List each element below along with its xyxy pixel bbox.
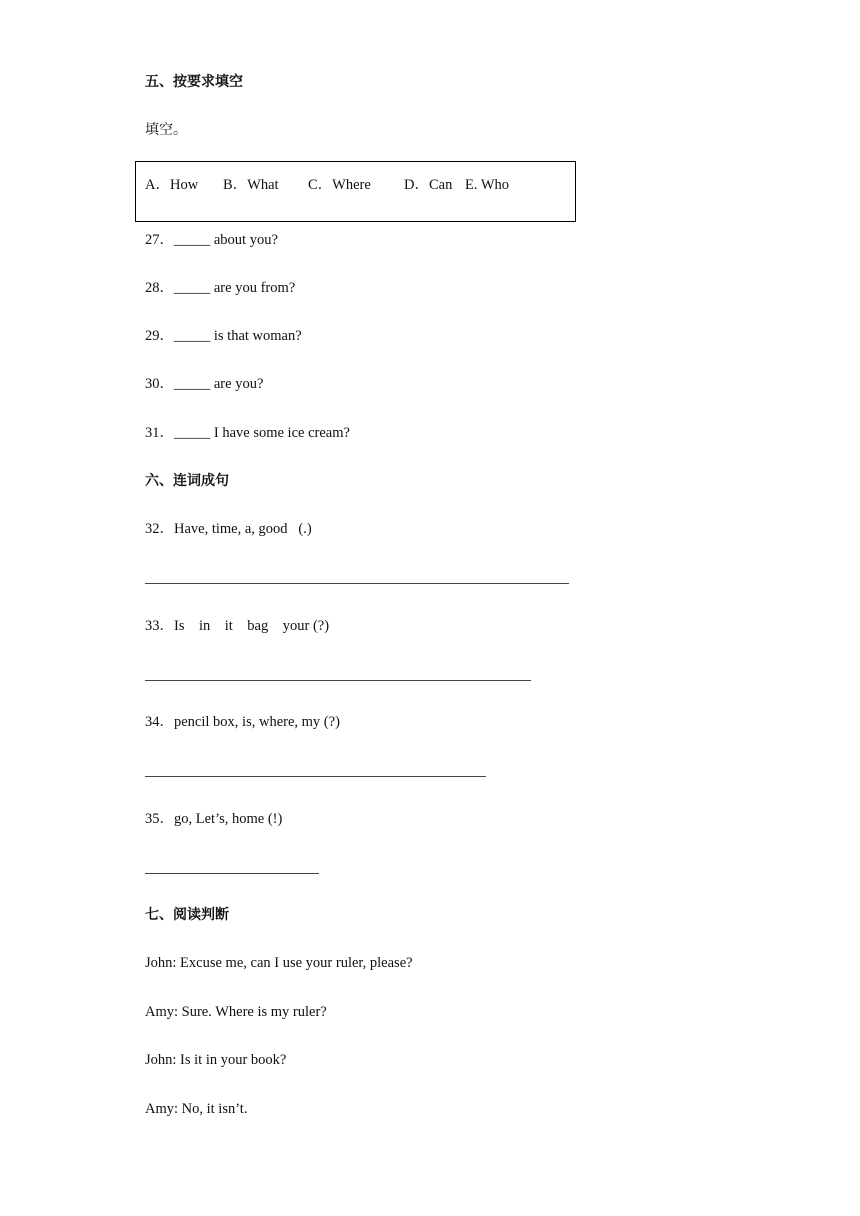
section-7-heading: 七、阅读判断 — [145, 907, 229, 923]
dialogue-line: John: Excuse me, can I use your ruler, please? — [145, 955, 413, 971]
option-d: D．Can — [404, 177, 453, 193]
question-27: 27．_____ about you? — [145, 232, 278, 248]
question-32: 32．Have, time, a, good (.) — [145, 521, 312, 537]
dialogue-line: Amy: No, it isn’t. — [145, 1101, 248, 1117]
question-35: 35．go, Let’s, home (!) — [145, 811, 283, 827]
section-5-heading: 五、按要求填空 — [145, 74, 243, 90]
option-e: E. Who — [465, 177, 510, 193]
option-a: A．How — [145, 177, 199, 193]
answer-line-33[interactable] — [145, 680, 531, 681]
question-31: 31．_____ I have some ice cream? — [145, 425, 350, 441]
answer-line-35[interactable] — [145, 873, 319, 874]
question-33: 33．Is in it bag your (?) — [145, 618, 330, 634]
dialogue-line: John: Is it in your book? — [145, 1052, 287, 1068]
section-5-instruction: 填空。 — [145, 122, 187, 138]
answer-line-34[interactable] — [145, 776, 486, 777]
question-34: 34．pencil box, is, where, my (?) — [145, 714, 340, 730]
section-6-heading: 六、连词成句 — [145, 473, 229, 489]
dialogue-line: Amy: Sure. Where is my ruler? — [145, 1004, 327, 1020]
option-b: B．What — [223, 177, 279, 193]
question-29: 29．_____ is that woman? — [145, 328, 302, 344]
option-c: C．Where — [308, 177, 371, 193]
question-28: 28．_____ are you from? — [145, 280, 296, 296]
answer-line-32[interactable] — [145, 583, 569, 584]
question-30: 30．_____ are you? — [145, 376, 264, 392]
